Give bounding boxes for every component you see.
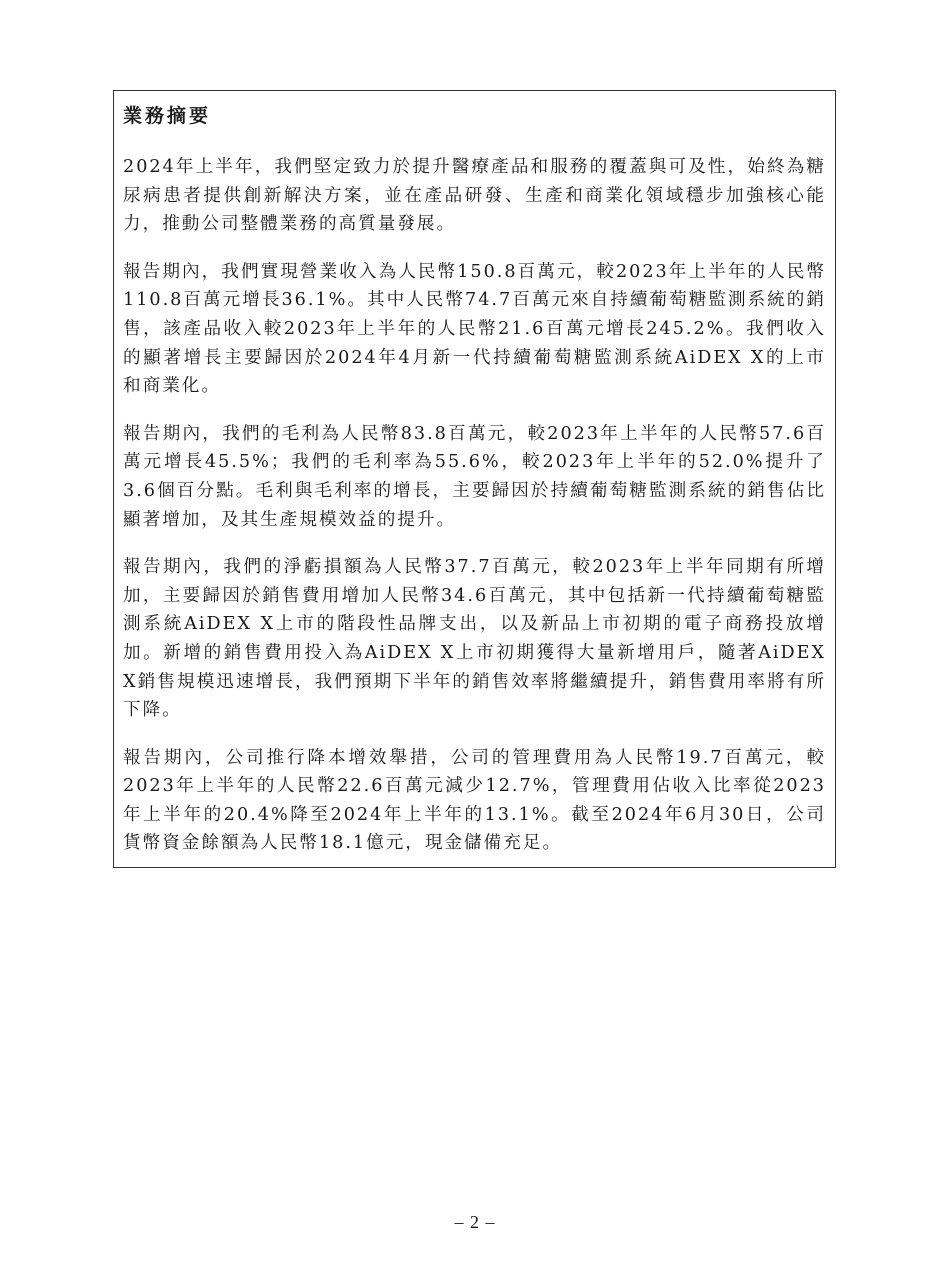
section-heading: 業務摘要 — [123, 105, 212, 127]
business-summary-box — [113, 90, 836, 868]
paragraph-revenue: 報告期內，我們實現營業收入為人民幣150.8百萬元，較2023年上半年的人民幣110.8百萬元增長36.1%。其中人民幣74.7百萬元來自持續葡萄糖監測系統的銷售，該產品收入較2023年上半年的人民幣21.6百萬元增長245.2%。我們收入的顯著增長主要歸因於2024年4月新一代持續葡萄糖監測系統AiDEX X的上市和商業化。 — [123, 261, 826, 397]
paragraph-net-loss: 報告期內，我們的淨虧損額為人民幣37.7百萬元，較2023年上半年同期有所增加，主要歸因於銷售費用增加人民幣34.6百萬元，其中包括新一代持續葡萄糖監測系統AiDEX X上市的階段性品牌支出，以及新品上市初期的電子商務投放增加。新增的銷售費用投入為AiDEX X上市初期獲得大量新增用戶，隨著AiDEX X銷售規模迅速增長，我們預期下半年的銷售效率將繼續提升，銷售費用率將有所下降。 — [123, 557, 826, 721]
page-number: – 2 – — [454, 1212, 496, 1232]
paragraph-overview: 2024年上半年，我們堅定致力於提升醫療產品和服務的覆蓋與可及性，始終為糖尿病患者提供創新解決方案，並在產品研發、生產和商業化領域穩步加強核心能力，推動公司整體業務的高質量發展。 — [123, 157, 826, 235]
paragraph-admin-expenses: 報告期內，公司推行降本增效舉措，公司的管理費用為人民幣19.7百萬元，較2023年上半年的人民幣22.6百萬元減少12.7%，管理費用佔收入比率從2023年上半年的20.4%降至2024年上半年的13.1%。截至2024年6月30日，公司貨幣資金餘額為人民幣18.1億元，現金儲備充足。 — [123, 747, 826, 854]
paragraph-gross-profit: 報告期內，我們的毛利為人民幣83.8百萬元，較2023年上半年的人民幣57.6百萬元增長45.5%；我們的毛利率為55.6%，較2023年上半年的52.0%提升了3.6個百分點。毛利與毛利率的增長，主要歸因於持續葡萄糖監測系統的銷售佔比顯著增加，及其生產規模效益的提升。 — [123, 423, 826, 530]
